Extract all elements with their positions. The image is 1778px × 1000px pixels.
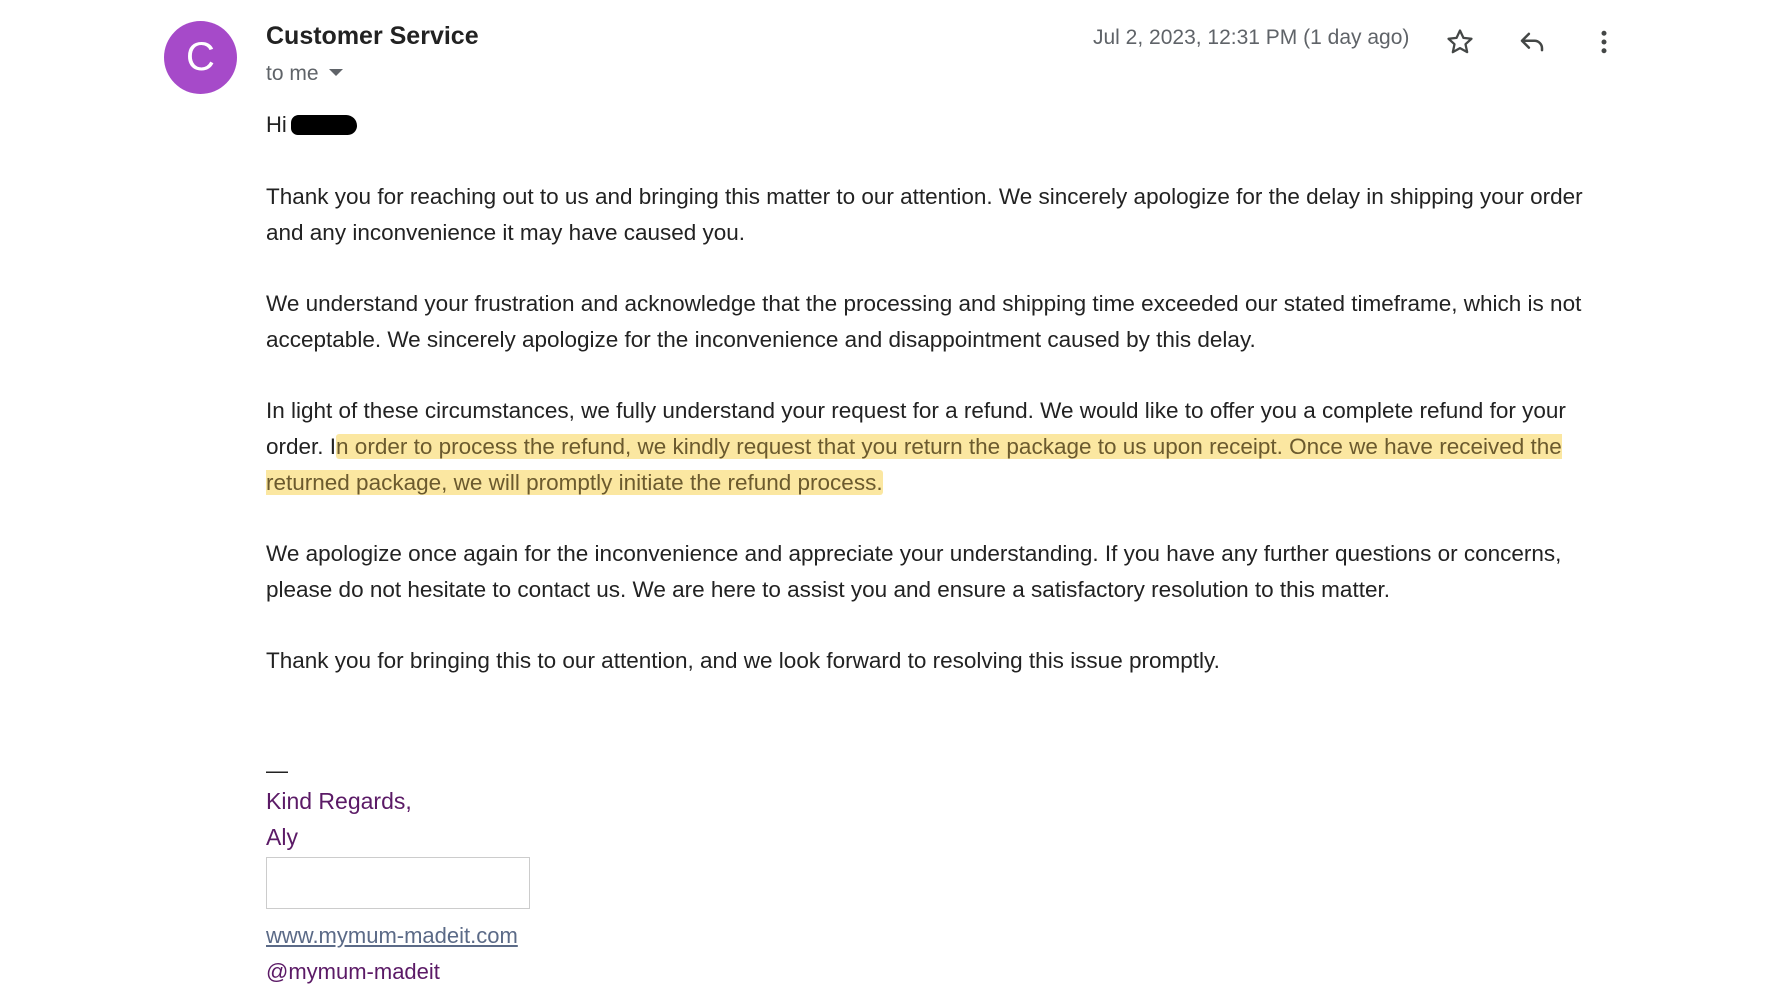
- email-timestamp: Jul 2, 2023, 12:31 PM (1 day ago): [1093, 26, 1410, 49]
- star-icon: [1445, 27, 1475, 57]
- signature-image-placeholder: [266, 857, 530, 909]
- more-options-button[interactable]: [1584, 22, 1624, 62]
- recipient-toggle[interactable]: [266, 62, 343, 86]
- signature-name: Aly: [266, 824, 298, 850]
- redacted-name: [291, 115, 357, 135]
- recipient-label: to me: [266, 62, 319, 85]
- sender-avatar[interactable]: C: [164, 21, 237, 94]
- highlighted-text: n order to process the refund, we kindly request that you return the package to us upon receipt. Once we have received the returned package, we will promptly initiate the refund process.: [266, 434, 1562, 495]
- paragraph-3-text: In light of these circumstances, we fully understand your request for a refund. We would like to offer you a complete refund for your order. I: [266, 398, 1566, 459]
- signature-website-link[interactable]: www.mymum-madeit.com: [266, 923, 518, 948]
- body-paragraph-5: Thank you for bringing this to our attention, and we look forward to resolving this issue promptly.: [266, 648, 1220, 673]
- body-paragraph-4: We apologize once again for the inconvenience and appreciate your understanding. If you have any further questions or concerns, please do not hesitate to contact us. We are here to assist you and ensure a satisfactory resolution to this matter.: [266, 541, 1562, 602]
- caret-down-icon: [329, 69, 343, 76]
- greeting-text: Hi: [266, 112, 287, 137]
- star-button[interactable]: [1440, 22, 1480, 62]
- signature-regards: Kind Regards,: [266, 788, 412, 814]
- reply-icon: [1517, 27, 1547, 57]
- signature-separator: —: [266, 758, 288, 783]
- body-paragraph-1: Thank you for reaching out to us and bringing this matter to our attention. We sincerely apologize for the delay in shipping your order and any inconvenience it may have caused you.: [266, 184, 1583, 245]
- sender-name[interactable]: Customer Service: [266, 22, 479, 50]
- greeting: [266, 112, 357, 138]
- reply-button[interactable]: [1512, 22, 1552, 62]
- body-paragraph-2: We understand your frustration and acknowledge that the processing and shipping time exceeded our stated timeframe, which is not acceptable. We sincerely apologize for the inconvenience and disappointment caused by this delay.: [266, 291, 1582, 352]
- body-paragraph-3: [266, 393, 1626, 501]
- signature-social-handle: @mymum-madeit: [266, 959, 440, 984]
- more-vert-icon: [1589, 27, 1619, 57]
